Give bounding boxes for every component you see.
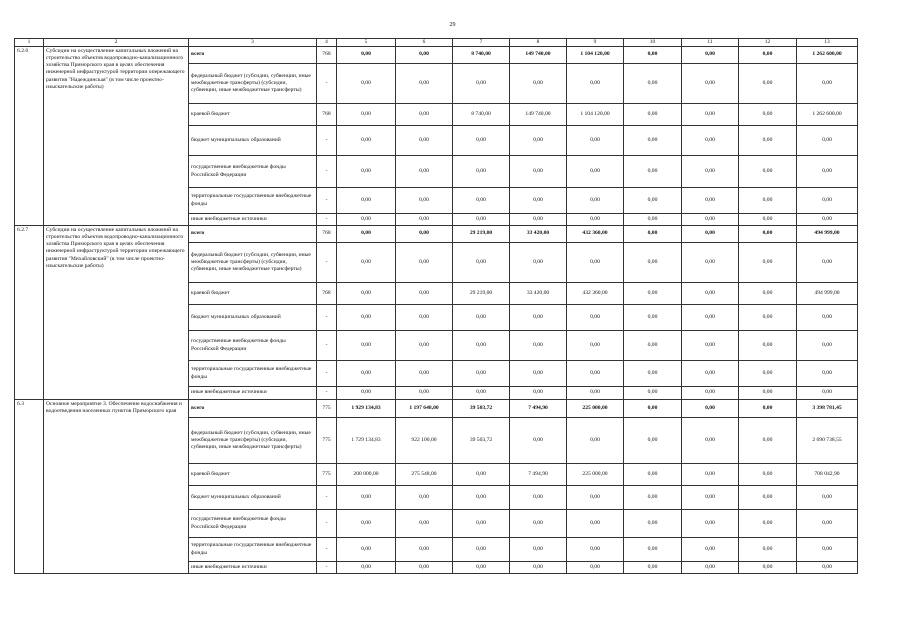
header-cell: 5 [337, 39, 396, 47]
amount-cell: 0,00 [624, 226, 682, 243]
amount-cell: 0,00 [396, 305, 453, 331]
amount-cell: 0,00 [453, 188, 510, 214]
amount-cell: 0,00 [453, 464, 510, 486]
budget-code: 775 [317, 464, 337, 486]
amount-cell: 0,00 [624, 47, 682, 64]
header-cell: 12 [739, 39, 797, 47]
amount-cell: 0,00 [453, 486, 510, 510]
amount-cell: 0,00 [682, 126, 739, 156]
amount-cell: 0,00 [624, 305, 682, 331]
amount-cell: 0,00 [396, 486, 453, 510]
amount-cell: 0,00 [337, 188, 396, 214]
amount-cell: 0,00 [682, 283, 739, 305]
amount-cell: 0,00 [337, 331, 396, 361]
amount-cell: 39 503,72 [453, 418, 510, 464]
amount-cell: 0,00 [797, 510, 858, 538]
amount-cell: 0,00 [682, 486, 739, 510]
amount-cell: 0,00 [396, 283, 453, 305]
amount-cell: 0,00 [510, 243, 567, 283]
budget-code: 768 [317, 104, 337, 126]
amount-cell: 225 000,00 [567, 400, 624, 418]
budget-code: - [317, 126, 337, 156]
header-cell: 1 [15, 39, 44, 47]
amount-cell: 0,00 [682, 510, 739, 538]
amount-cell: 0,00 [396, 156, 453, 188]
amount-cell: 0,00 [797, 188, 858, 214]
amount-cell: 0,00 [739, 400, 797, 418]
amount-cell: 0,00 [739, 226, 797, 243]
amount-cell: 0,00 [567, 126, 624, 156]
amount-cell: 0,00 [739, 486, 797, 510]
table-row [15, 47, 858, 64]
amount-cell: 0,00 [396, 47, 453, 64]
budget-code: 775 [317, 400, 337, 418]
funding-source: государственные внебюджетные фонды Российской Федерации [189, 331, 317, 361]
amount-cell: 0,00 [396, 387, 453, 400]
amount-cell: 0,00 [453, 387, 510, 400]
amount-cell: 7 494,90 [510, 400, 567, 418]
section-title: Основное мероприятие 3. Обеспечение водоснабжения и водоотведения населенных пунктов Приморского края [44, 400, 189, 574]
amount-cell: 2 690 738,55 [797, 418, 858, 464]
amount-cell: 0,00 [453, 126, 510, 156]
amount-cell: 0,00 [624, 214, 682, 226]
amount-cell: 0,00 [337, 226, 396, 243]
amount-cell: 0,00 [624, 331, 682, 361]
amount-cell: 0,00 [396, 361, 453, 387]
amount-cell: 0,00 [739, 214, 797, 226]
amount-cell: 0,00 [682, 538, 739, 562]
amount-cell: 0,00 [797, 562, 858, 574]
funding-source: иные внебюджетные источники [189, 562, 317, 574]
funding-source: территориальные государственные внебюджетные фонды [189, 361, 317, 387]
amount-cell: 0,00 [739, 126, 797, 156]
section-number: 6.3 [15, 400, 44, 574]
amount-cell: 0,00 [396, 214, 453, 226]
amount-cell: 0,00 [797, 243, 858, 283]
amount-cell: 0,00 [739, 562, 797, 574]
funding-source: всего [189, 226, 317, 243]
amount-cell: 0,00 [337, 47, 396, 64]
amount-cell: 7 494,90 [510, 464, 567, 486]
amount-cell: 0,00 [337, 361, 396, 387]
amount-cell: 0,00 [624, 243, 682, 283]
amount-cell: 0,00 [337, 243, 396, 283]
amount-cell: 0,00 [739, 464, 797, 486]
amount-cell: 0,00 [624, 400, 682, 418]
amount-cell: 0,00 [797, 305, 858, 331]
amount-cell: 0,00 [337, 538, 396, 562]
amount-cell: 0,00 [797, 387, 858, 400]
amount-cell: 0,00 [624, 361, 682, 387]
amount-cell: 1 262 600,00 [797, 104, 858, 126]
amount-cell: 0,00 [453, 361, 510, 387]
amount-cell: 0,00 [337, 283, 396, 305]
funding-source: государственные внебюджетные фонды Российской Федерации [189, 156, 317, 188]
funding-source: территориальные государственные внебюджетные фонды [189, 538, 317, 562]
header-cell: 7 [453, 39, 510, 47]
amount-cell: 0,00 [567, 188, 624, 214]
amount-cell: 0,00 [510, 156, 567, 188]
amount-cell: 708 042,90 [797, 464, 858, 486]
amount-cell: 0,00 [453, 64, 510, 104]
section-number: 6.2.6 [15, 47, 44, 226]
amount-cell: 0,00 [337, 156, 396, 188]
table-row [15, 226, 858, 243]
amount-cell: 29 219,00 [453, 226, 510, 243]
amount-cell: 0,00 [567, 214, 624, 226]
amount-cell: 0,00 [682, 64, 739, 104]
amount-cell: 0,00 [797, 331, 858, 361]
amount-cell: 0,00 [682, 104, 739, 126]
header-cell: 11 [682, 39, 739, 47]
column-number-row [15, 39, 858, 47]
table-row [15, 400, 858, 418]
amount-cell: 149 740,00 [510, 104, 567, 126]
amount-cell: 0,00 [624, 538, 682, 562]
amount-cell: 0,00 [567, 486, 624, 510]
amount-cell: 0,00 [453, 562, 510, 574]
amount-cell: 0,00 [624, 283, 682, 305]
amount-cell: 1 197 648,00 [396, 400, 453, 418]
amount-cell: 0,00 [739, 538, 797, 562]
amount-cell: 0,00 [453, 214, 510, 226]
budget-code: 768 [317, 283, 337, 305]
amount-cell: 0,00 [567, 305, 624, 331]
amount-cell: 0,00 [682, 418, 739, 464]
amount-cell: 0,00 [396, 562, 453, 574]
amount-cell: 0,00 [682, 214, 739, 226]
amount-cell: 0,00 [624, 156, 682, 188]
funding-source: территориальные государственные внебюджетные фонды [189, 188, 317, 214]
amount-cell: 0,00 [797, 126, 858, 156]
amount-cell: 0,00 [510, 214, 567, 226]
budget-code: - [317, 156, 337, 188]
amount-cell: 33 420,00 [510, 283, 567, 305]
amount-cell: 0,00 [453, 156, 510, 188]
amount-cell: 0,00 [396, 104, 453, 126]
funding-source: краевой бюджет [189, 104, 317, 126]
amount-cell: 0,00 [739, 64, 797, 104]
amount-cell: 1 262 600,00 [797, 47, 858, 64]
amount-cell: 0,00 [453, 538, 510, 562]
header-cell: 9 [567, 39, 624, 47]
amount-cell: 0,00 [682, 188, 739, 214]
budget-code: - [317, 188, 337, 214]
amount-cell: 0,00 [739, 510, 797, 538]
funding-source: краевой бюджет [189, 283, 317, 305]
amount-cell: 0,00 [682, 331, 739, 361]
amount-cell: 0,00 [682, 305, 739, 331]
amount-cell: 0,00 [682, 156, 739, 188]
amount-cell: 0,00 [396, 510, 453, 538]
budget-code: - [317, 486, 337, 510]
amount-cell: 0,00 [453, 305, 510, 331]
budget-code: - [317, 361, 337, 387]
amount-cell: 0,00 [739, 331, 797, 361]
amount-cell: 0,00 [624, 418, 682, 464]
amount-cell: 29 219,00 [453, 283, 510, 305]
amount-cell: 1 929 134,83 [337, 400, 396, 418]
amount-cell: 0,00 [797, 214, 858, 226]
amount-cell: 0,00 [396, 64, 453, 104]
amount-cell: 1 104 120,00 [567, 47, 624, 64]
amount-cell: 0,00 [797, 361, 858, 387]
amount-cell: 0,00 [739, 243, 797, 283]
header-cell: 3 [189, 39, 317, 47]
amount-cell: 0,00 [510, 418, 567, 464]
amount-cell: 0,00 [624, 104, 682, 126]
funding-source: бюджет муниципальных образований [189, 305, 317, 331]
amount-cell: 0,00 [510, 361, 567, 387]
section-title: Субсидии на осуществление капитальных вложений на строительство объектов водопроводно-канализационного хозяйства Приморского края в целях обеспечения инженерной инфраструктурой территории опережающего развития "Надеждинская" (в том числе проектно-изыскательские работы) [44, 47, 189, 226]
section-number: 6.2.7 [15, 226, 44, 400]
funding-source: федеральный бюджет (субсидии, субвенции, иные межбюджетные трансферты) (субсидии, субвенции, иные межбюджетные трансферты) [189, 243, 317, 283]
amount-cell: 39 503,72 [453, 400, 510, 418]
amount-cell: 0,00 [396, 331, 453, 361]
amount-cell: 0,00 [567, 418, 624, 464]
amount-cell: 0,00 [337, 214, 396, 226]
page-number: 29 [449, 22, 456, 28]
amount-cell: 0,00 [453, 331, 510, 361]
amount-cell: 0,00 [797, 64, 858, 104]
section-title: Субсидии на осуществление капитальных вложений на строительство объектов водопроводно-канализационного хозяйства Приморского края в целях обеспечения инженерной инфраструктурой территории опережающего развития "Михайловский" (в том числе проектно-изыскательские работы) [44, 226, 189, 400]
budget-table [14, 38, 858, 574]
amount-cell: 149 740,00 [510, 47, 567, 64]
funding-source: государственные внебюджетные фонды Российской Федерации [189, 510, 317, 538]
amount-cell: 0,00 [567, 510, 624, 538]
amount-cell: 0,00 [797, 486, 858, 510]
amount-cell: 0,00 [624, 464, 682, 486]
budget-code: - [317, 562, 337, 574]
amount-cell: 0,00 [337, 64, 396, 104]
funding-source: федеральный бюджет (субсидии, субвенции, иные межбюджетные трансферты) (субсидии, субвенции, иные межбюджетные трансферты) [189, 418, 317, 464]
amount-cell: 1 104 120,00 [567, 104, 624, 126]
budget-code: - [317, 387, 337, 400]
budget-code: 768 [317, 47, 337, 64]
amount-cell: 0,00 [453, 243, 510, 283]
amount-cell: 0,00 [682, 226, 739, 243]
amount-cell: 494 999,00 [797, 226, 858, 243]
budget-code: - [317, 538, 337, 562]
budget-code: - [317, 243, 337, 283]
amount-cell: 0,00 [337, 486, 396, 510]
amount-cell: 432 360,00 [567, 226, 624, 243]
amount-cell: 0,00 [797, 538, 858, 562]
amount-cell: 0,00 [739, 104, 797, 126]
amount-cell: 0,00 [567, 64, 624, 104]
amount-cell: 8 740,00 [453, 104, 510, 126]
amount-cell: 0,00 [624, 486, 682, 510]
amount-cell: 0,00 [682, 361, 739, 387]
amount-cell: 1 729 134,83 [337, 418, 396, 464]
header-cell: 13 [797, 39, 858, 47]
amount-cell: 0,00 [510, 486, 567, 510]
budget-code: - [317, 64, 337, 104]
amount-cell: 0,00 [682, 243, 739, 283]
amount-cell: 0,00 [567, 562, 624, 574]
amount-cell: 0,00 [396, 538, 453, 562]
amount-cell: 0,00 [337, 562, 396, 574]
budget-code: - [317, 510, 337, 538]
funding-source: всего [189, 400, 317, 418]
amount-cell: 0,00 [567, 156, 624, 188]
amount-cell: 0,00 [337, 126, 396, 156]
amount-cell: 0,00 [682, 400, 739, 418]
amount-cell: 0,00 [337, 510, 396, 538]
amount-cell: 0,00 [739, 387, 797, 400]
amount-cell: 0,00 [739, 418, 797, 464]
amount-cell: 0,00 [396, 226, 453, 243]
funding-source: иные внебюджетные источники [189, 214, 317, 226]
funding-source: иные внебюджетные источники [189, 387, 317, 400]
amount-cell: 0,00 [739, 283, 797, 305]
amount-cell: 0,00 [337, 104, 396, 126]
amount-cell: 0,00 [624, 510, 682, 538]
header-cell: 6 [396, 39, 453, 47]
budget-code: 768 [317, 226, 337, 243]
amount-cell: 0,00 [510, 538, 567, 562]
amount-cell: 0,00 [624, 387, 682, 400]
funding-source: бюджет муниципальных образований [189, 486, 317, 510]
amount-cell: 0,00 [510, 510, 567, 538]
budget-code: 775 [317, 418, 337, 464]
amount-cell: 432 360,00 [567, 283, 624, 305]
amount-cell: 0,00 [510, 126, 567, 156]
amount-cell: 0,00 [682, 387, 739, 400]
amount-cell: 0,00 [337, 387, 396, 400]
amount-cell: 0,00 [396, 243, 453, 283]
amount-cell: 0,00 [567, 538, 624, 562]
amount-cell: 0,00 [567, 361, 624, 387]
amount-cell: 3 398 781,45 [797, 400, 858, 418]
amount-cell: 0,00 [739, 305, 797, 331]
amount-cell: 494 999,00 [797, 283, 858, 305]
header-cell: 2 [44, 39, 189, 47]
funding-source: всего [189, 47, 317, 64]
amount-cell: 275 548,00 [396, 464, 453, 486]
amount-cell: 0,00 [567, 331, 624, 361]
amount-cell: 0,00 [396, 126, 453, 156]
amount-cell: 0,00 [396, 188, 453, 214]
budget-code: - [317, 214, 337, 226]
header-cell: 4 [317, 39, 337, 47]
amount-cell: 33 420,00 [510, 226, 567, 243]
amount-cell: 0,00 [624, 64, 682, 104]
amount-cell: 200 000,00 [337, 464, 396, 486]
amount-cell: 0,00 [624, 188, 682, 214]
amount-cell: 0,00 [510, 387, 567, 400]
amount-cell: 8 740,00 [453, 47, 510, 64]
amount-cell: 0,00 [739, 361, 797, 387]
amount-cell: 922 100,00 [396, 418, 453, 464]
amount-cell: 0,00 [567, 243, 624, 283]
amount-cell: 0,00 [567, 387, 624, 400]
amount-cell: 0,00 [510, 562, 567, 574]
budget-code: - [317, 305, 337, 331]
amount-cell: 0,00 [682, 562, 739, 574]
amount-cell: 0,00 [739, 188, 797, 214]
amount-cell: 0,00 [682, 464, 739, 486]
funding-source: федеральный бюджет (субсидии, субвенции, иные межбюджетные трансферты) (субсидии, субвенции, иные межбюджетные трансферты) [189, 64, 317, 104]
amount-cell: 0,00 [453, 510, 510, 538]
budget-code: - [317, 331, 337, 361]
header-cell: 10 [624, 39, 682, 47]
amount-cell: 0,00 [510, 331, 567, 361]
amount-cell: 0,00 [739, 47, 797, 64]
amount-cell: 0,00 [739, 156, 797, 188]
header-cell: 8 [510, 39, 567, 47]
amount-cell: 0,00 [797, 156, 858, 188]
amount-cell: 0,00 [510, 305, 567, 331]
amount-cell: 0,00 [510, 188, 567, 214]
amount-cell: 0,00 [337, 305, 396, 331]
amount-cell: 0,00 [510, 64, 567, 104]
amount-cell: 0,00 [624, 562, 682, 574]
funding-source: краевой бюджет [189, 464, 317, 486]
funding-source: бюджет муниципальных образований [189, 126, 317, 156]
amount-cell: 0,00 [682, 47, 739, 64]
amount-cell: 0,00 [624, 126, 682, 156]
amount-cell: 225 000,00 [567, 464, 624, 486]
